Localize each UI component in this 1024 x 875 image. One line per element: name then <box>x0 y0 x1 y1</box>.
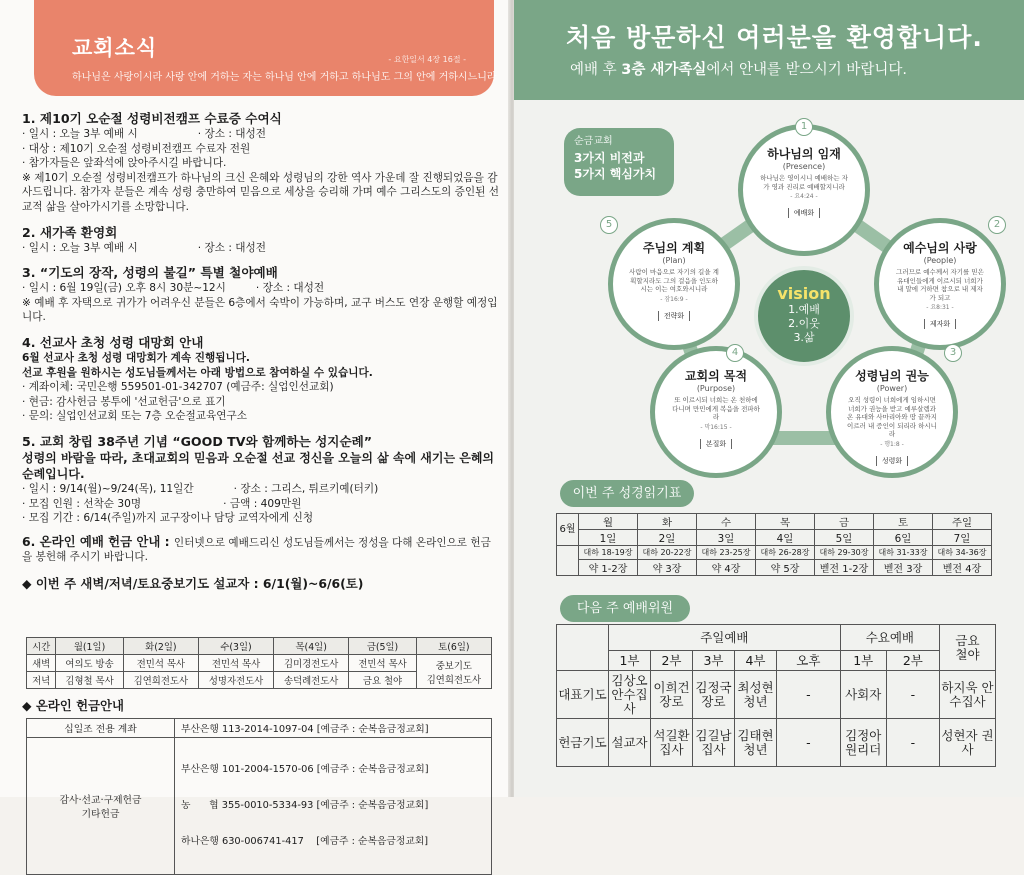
node-tag: 성령화 <box>876 456 908 466</box>
table-cell: 성현자 권사 <box>940 719 996 767</box>
table-cell: 김형철 목사 <box>56 672 123 689</box>
table-cell: 금요 철야 <box>349 672 416 689</box>
news-list <box>22 110 500 592</box>
welcome-header <box>514 0 1024 100</box>
news-item-6 <box>22 535 500 565</box>
table-cell-text: 김연희전도사 <box>426 674 482 686</box>
table-cell: 송덕례전도사 <box>274 672 349 689</box>
news-heading: 2. 새가족 환영회 <box>22 224 118 240</box>
vision-center <box>754 266 854 366</box>
table-cell: 김정아 원리더 <box>840 719 886 767</box>
table-cell: 대하 31-33장 <box>874 546 933 560</box>
table-header: 월 <box>579 514 638 530</box>
table-header: 화(2일) <box>123 638 198 655</box>
news-heading: 3. “기도의 장작, 성령의 불길” 특별 철야예배 <box>22 265 278 281</box>
table-cell-text: 감사·선교·구제헌금 <box>59 795 142 806</box>
node-desc: 오직 성령이 너희에게 임하시면 너희가 권능을 받고 예루살렘과 온 유대와 사마리아와 땅 끝까지 이르러 내 증인이 되리라 하시니라 <box>847 396 937 438</box>
table-cell: 김태현 청년 <box>735 719 777 767</box>
node-desc: 그러므로 예수께서 자기를 믿은 유대인들에게 이르시되 너희가 내 말에 거하면 참으로 내 제자가 되고 <box>896 268 984 302</box>
bible-reading-table <box>556 513 992 576</box>
table-cell: 김미경전도사 <box>274 655 349 672</box>
table-cell: 약 3장 <box>638 560 697 576</box>
table-cell-text: 중보기도 <box>435 660 472 672</box>
node-number: 2 <box>988 216 1006 234</box>
table-cell: 김정국 장로 <box>693 671 735 719</box>
offering-section-title: ◆ 온라인 헌금안내 <box>22 698 124 713</box>
table-cell-text: 부산은행 101-2004-1570-06 [예금주 : 순복음금정교회] <box>181 764 429 775</box>
table-cell: 대표기도 <box>557 671 609 719</box>
verse-text: 하나님은 사랑이시라 사랑 안에 거하는 자는 하나님 안에 거하고 하나님도 그의 안에 거하시느니라 <box>72 72 497 83</box>
news-line: · 일시 : 6월 19일(금) 오후 8시 30분~12시 <box>22 282 226 295</box>
table-header: 토(6일) <box>416 638 491 655</box>
welcome-title: 처음 방문하신 여러분을 환영합니다. <box>566 23 983 52</box>
table-cell-text: 하나은행 630-006741-417 [예금주 : 순복음금정교회] <box>181 836 429 847</box>
table-cell: 대하 26-28장 <box>756 546 815 560</box>
news-line: 성령의 바람을 따라, 초대교회의 믿음과 오순절 선교 정신을 오늘의 삶 속에 새기는 은혜의 순례입니다. <box>22 450 495 481</box>
node-tag: 전략화 <box>658 311 690 321</box>
vision-item: 1.예배 <box>788 303 820 316</box>
bible-schedule-title: 이번 주 성경읽기표 <box>560 480 694 507</box>
node-source: - 요4:24 - <box>790 193 818 200</box>
vision-title: vision <box>777 284 831 303</box>
subtitle-highlight: 3층 새가족실 <box>621 62 707 78</box>
table-cell: 설교자 <box>609 719 651 767</box>
left-page <box>0 0 512 847</box>
table-cell: 이희건 장로 <box>651 671 693 719</box>
table-cell: 여의도 방송 <box>56 655 123 672</box>
node-subtitle: (Power) <box>876 384 908 393</box>
node-desc: 사람이 마음으로 자기의 길을 계획할지라도 그의 걸음을 인도하시는 이는 여호와시니라 <box>629 268 719 293</box>
node-subtitle: (Presence) <box>782 162 826 171</box>
news-item-4 <box>22 334 500 424</box>
table-header: 금요 철야 <box>940 625 996 671</box>
node-number: 5 <box>600 216 618 234</box>
table-row <box>557 651 996 671</box>
node-subtitle: (People) <box>923 256 957 265</box>
table-row <box>27 738 492 875</box>
table-row <box>27 719 492 738</box>
table-header: 화 <box>638 514 697 530</box>
table-cell: 최성현 청년 <box>735 671 777 719</box>
news-line: ※ 예배 후 자택으로 귀가가 어려우신 분들은 6층에서 숙박이 가능하며, 교구 버스도 연장 운행할 예정입니다. <box>22 296 498 324</box>
table-cell: 대하 18-19장 <box>579 546 638 560</box>
table-row <box>557 719 996 767</box>
table-cell: - <box>777 719 841 767</box>
table-cell: 약 5장 <box>756 560 815 576</box>
news-line: 선교 후원을 원하시는 성도님들께서는 아래 방법으로 참여하실 수 있습니다. <box>22 366 373 379</box>
node-subtitle: (Plan) <box>662 256 686 265</box>
news-line: · 계좌이체: 국민은행 559501-01-342707 (예금주: 실업인선교회) <box>22 381 334 394</box>
node-tag: 예배화 <box>788 208 820 218</box>
table-row <box>557 530 992 546</box>
table-cell: 새벽 <box>27 655 56 672</box>
news-line: · 일시 : 오늘 3부 예배 시 <box>22 241 138 254</box>
node-title: 주님의 계획 <box>642 241 706 255</box>
table-cell <box>557 625 609 671</box>
news-heading: 6. 온라인 예배 헌금 안내 : <box>22 533 174 549</box>
church-news-header <box>34 0 497 96</box>
table-cell: - <box>777 671 841 719</box>
table-cell: 2일 <box>638 530 697 546</box>
value-node-purpose <box>650 346 782 478</box>
table-header: 시간 <box>27 638 56 655</box>
node-number: 3 <box>944 344 962 362</box>
table-cell: 약 4장 <box>697 560 756 576</box>
node-source: - 요8:31 - <box>926 304 954 311</box>
table-cell-text: 농 협 355-0010-5334-93 [예금주 : 순복음금정교회] <box>181 800 429 811</box>
table-cell: - <box>886 719 939 767</box>
table-header: 3부 <box>693 651 735 671</box>
node-tag: 제자화 <box>924 319 956 329</box>
prayer-table <box>26 637 492 689</box>
table-cell-text: 기타헌금 <box>81 809 120 820</box>
node-tag: 본질화 <box>700 439 732 449</box>
table-header: 수 <box>697 514 756 530</box>
verse-reference: - 요한일서 4장 16절 - <box>388 55 466 64</box>
news-line: · 모집 인원 : 선착순 30명 <box>22 497 142 510</box>
table-row <box>557 514 992 530</box>
table-row <box>557 560 992 576</box>
vision-diagram <box>594 118 1014 488</box>
table-cell: 1일 <box>579 530 638 546</box>
value-node-presence <box>738 124 870 256</box>
table-cell: 석길환 집사 <box>651 719 693 767</box>
table-cell: 3일 <box>697 530 756 546</box>
news-line: 6월 선교사 초청 성령 대망회가 계속 진행됩니다. <box>22 351 250 364</box>
vision-tag-line: 3가지 비전과 <box>574 151 645 165</box>
table-header: 금(5일) <box>349 638 416 655</box>
table-cell: 헌금기도 <box>557 719 609 767</box>
table-cell: 6월 <box>557 514 579 546</box>
news-heading: 5. 교회 창립 38주년 기념 “GOOD TV와 함께하는 성지순례” <box>22 433 373 449</box>
table-cell <box>27 738 175 875</box>
news-heading: 4. 선교사 초청 성령 대망회 안내 <box>22 334 204 350</box>
table-cell: 5일 <box>815 530 874 546</box>
news-line: · 금액 : 409만원 <box>223 497 302 510</box>
table-cell: 김연희전도사 <box>123 672 198 689</box>
news-heading: 1. 제10기 오순절 성령비전캠프 수료증 수여식 <box>22 111 282 126</box>
node-subtitle: (Purpose) <box>696 384 736 393</box>
news-item-2 <box>22 224 500 256</box>
table-cell: 7일 <box>933 530 992 546</box>
news-item-5 <box>22 433 500 526</box>
table-cell: 하지욱 안수집사 <box>940 671 996 719</box>
page-title: 교회소식 <box>72 36 158 60</box>
news-line: · 참가자들은 앞좌석에 앉아주시길 바랍니다. <box>22 157 227 170</box>
node-source: - 행1:8 - <box>880 440 904 448</box>
welcome-subtitle <box>570 58 907 79</box>
table-row <box>557 546 992 560</box>
value-node-power <box>826 346 958 478</box>
vision-tag-line: 순금교회 <box>574 136 613 147</box>
table-header: 1부 <box>840 651 886 671</box>
node-desc: 또 이르시되 너희는 온 천하에 다니며 만민에게 복음을 전파하라 <box>672 396 760 421</box>
table-row <box>557 671 996 719</box>
table-row <box>27 655 492 672</box>
offering-table <box>26 718 492 875</box>
node-title: 교회의 목적 <box>684 369 748 383</box>
news-line: · 문의: 실업인선교회 또는 7층 오순절교육연구소 <box>22 410 247 423</box>
vision-tag-line: 5가지 핵심가치 <box>574 167 657 181</box>
table-cell: 사회자 <box>840 671 886 719</box>
worship-committee-title: 다음 주 예배위원 <box>560 595 690 622</box>
subtitle-text: 에서 안내를 받으시기 바랍니다. <box>706 62 907 78</box>
table-cell: 십일조 전용 계좌 <box>27 719 175 738</box>
table-row <box>557 625 996 651</box>
table-cell: - <box>886 671 939 719</box>
table-cell: 대하 23-25장 <box>697 546 756 560</box>
table-header: 수(3일) <box>198 638 273 655</box>
table-cell: 벧전 3장 <box>874 560 933 576</box>
table-header: 금 <box>815 514 874 530</box>
news-line: 인터넷으로 예배드리신 성도님들께서는 정성을 다해 온라인으로 헌금을 봉헌해 주시기 바랍니다. <box>22 536 491 564</box>
news-line: · 장소 : 그리스, 튀르키예(터키) <box>233 482 379 495</box>
node-title: 예수님의 사랑 <box>903 241 977 255</box>
vision-item: 2.이웃 <box>788 317 820 330</box>
news-line: · 일시 : 9/14(월)~9/24(목), 11일간 <box>22 482 194 495</box>
node-title: 성령님의 권능 <box>855 369 929 383</box>
table-header: 4부 <box>735 651 777 671</box>
news-line: · 현금: 감사헌금 봉투에 '선교헌금'으로 표기 <box>22 395 226 408</box>
table-header: 주일예배 <box>609 625 841 651</box>
table-cell: 김상오 안수집사 <box>609 671 651 719</box>
node-source: - 막16:15 - <box>700 423 732 431</box>
news-line: · 장소 : 대성전 <box>197 241 266 254</box>
worship-committee-table <box>556 624 996 767</box>
table-cell: 벧전 1-2장 <box>815 560 874 576</box>
news-item-3 <box>22 264 500 325</box>
table-cell: 대하 20-22장 <box>638 546 697 560</box>
table-header: 목(4일) <box>274 638 349 655</box>
table-cell <box>557 546 579 576</box>
table-header: 목 <box>756 514 815 530</box>
table-cell: 벧전 4장 <box>933 560 992 576</box>
table-cell: 전민석 목사 <box>198 655 273 672</box>
table-cell: 약 1-2장 <box>579 560 638 576</box>
table-header: 2부 <box>651 651 693 671</box>
table-cell: 성명자전도사 <box>198 672 273 689</box>
table-cell: 김길남 집사 <box>693 719 735 767</box>
news-line: · 대상 : 제10기 오순절 성령비전캠프 수료자 전원 <box>22 142 251 155</box>
value-node-plan <box>608 218 740 350</box>
table-header: 1부 <box>609 651 651 671</box>
table-cell: 전민석 목사 <box>349 655 416 672</box>
table-cell: 저녁 <box>27 672 56 689</box>
vision-item: 3.삶 <box>793 331 815 344</box>
news-item-1 <box>22 110 500 215</box>
table-cell: 대하 29-30장 <box>815 546 874 560</box>
table-cell: 4일 <box>756 530 815 546</box>
news-line: · 일시 : 오늘 3부 예배 시 <box>22 128 138 140</box>
table-cell <box>175 738 492 875</box>
node-number: 4 <box>726 344 744 362</box>
table-cell: 6일 <box>874 530 933 546</box>
news-line: · 장소 : 대성전 <box>197 128 266 140</box>
subtitle-text: 예배 후 <box>570 62 622 78</box>
table-cell: 부산은행 113-2014-1097-04 [예금주 : 순복음금정교회] <box>175 719 492 738</box>
node-number: 1 <box>795 118 813 136</box>
table-cell <box>416 655 491 689</box>
node-title: 하나님의 임재 <box>767 147 841 161</box>
value-node-people <box>874 218 1006 350</box>
table-header: 월(1일) <box>56 638 123 655</box>
table-cell: 대하 34-36장 <box>933 546 992 560</box>
node-desc: 하나님은 영이시니 예배하는 자가 영과 진리로 예배할지니라 <box>760 174 848 191</box>
table-header: 토 <box>874 514 933 530</box>
news-line: · 모집 기간 : 6/14(주일)까지 교구장이나 담당 교역자에게 신청 <box>22 512 314 525</box>
table-cell: 전민석 목사 <box>123 655 198 672</box>
news-line: ※ 제10기 오순절 성령비전캠프가 하나님의 크신 은혜와 성령님의 강한 역사 가운데 잘 진행되었음을 감사드립니다. 참가자 분들은 계속 성령 충만하여 믿음으로 세상을 승리해 가며 예수 그리스도의 증인된 선교적 삶을 살아가시기를 소망합니다. <box>22 171 499 213</box>
table-header: 수요예배 <box>840 625 939 651</box>
table-header: 오후 <box>777 651 841 671</box>
table-header: 2부 <box>886 651 939 671</box>
node-source: - 잠16:9 - <box>660 295 688 303</box>
prayer-section-title: ◆ 이번 주 새벽/저녁/토요중보기도 설교자 : 6/1(월)~6/6(토) <box>22 575 364 591</box>
table-header: 주일 <box>933 514 992 530</box>
news-line: · 장소 : 대성전 <box>255 282 325 295</box>
